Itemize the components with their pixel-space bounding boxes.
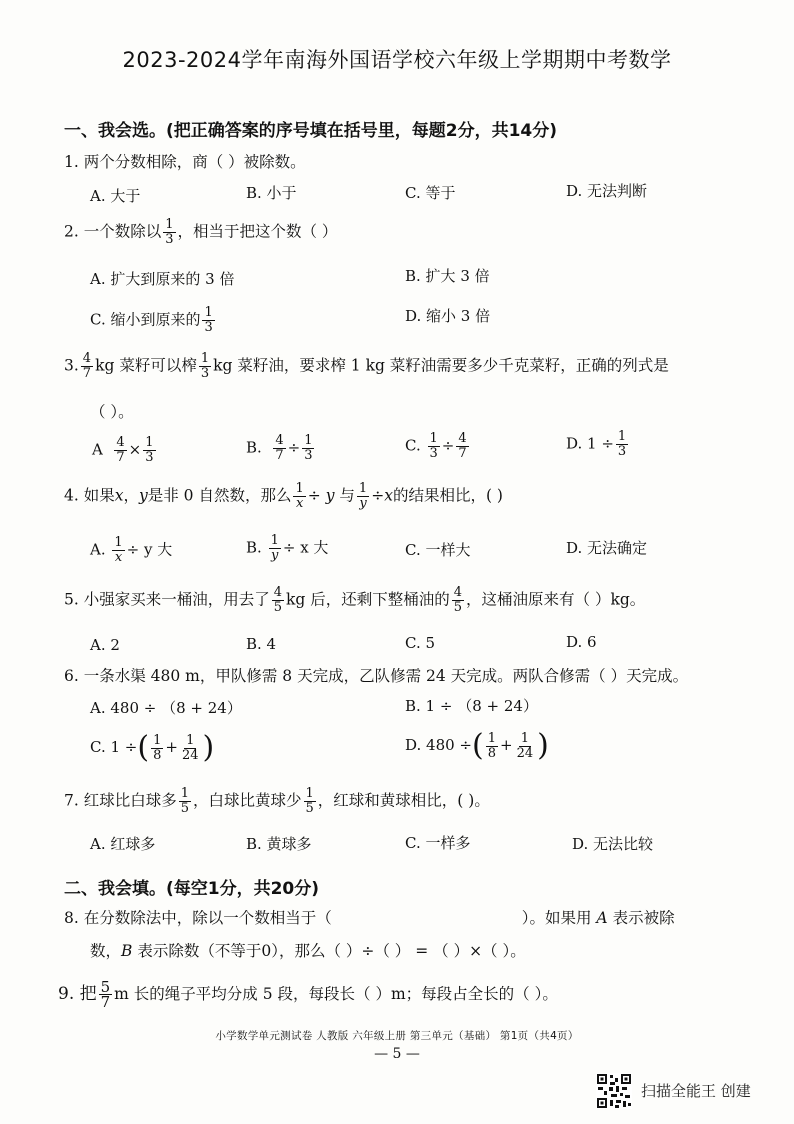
fraction: $\frac{1}{3}$: [200, 351, 210, 381]
fraction: $\frac{4}{7}$: [82, 351, 92, 381]
q7-option-a: A. 红球多: [90, 835, 156, 853]
question-6-text: 6. 一条水渠 480 m，甲队修需 8 天完成，乙队修需 24 天完成。两队合修需（ ）天完成。: [64, 667, 689, 685]
fraction: $\frac{4}{5}$: [273, 585, 282, 615]
q3-option-a: A $\frac{4}{7}$ × $\frac{1}{3}$: [92, 435, 154, 465]
question-2-text: 2. 一个数除以 $\frac{1}{3}$ ，相当于把这个数（ ）: [64, 217, 338, 247]
fraction: $\frac{1}{y}$: [358, 481, 368, 511]
scanner-watermark: 扫描全能王 创建: [641, 1082, 751, 1100]
q3-option-d: D. 1 ÷ $\frac{1}{3}$: [566, 429, 627, 459]
q2-option-d: D. 缩小 3 倍: [405, 307, 491, 325]
fraction: $\frac{4}{7}$: [458, 431, 467, 461]
fraction: $\frac{1}{3}$: [304, 433, 313, 463]
q5-option-c: C. 5: [405, 634, 436, 652]
question-3-text: 3. $\frac{4}{7}$ kg 菜籽可以榨 $\frac{1}{3}$ kg 菜籽油，要求榨 1 kg 菜籽油需要多少千克菜籽，正确的列式是: [64, 351, 669, 381]
question-1-text: 1. 两个分数相除，商（ ）被除数。: [64, 153, 306, 171]
q5-option-a: A. 2: [90, 636, 120, 654]
question-9-text: 9. 把 $\frac{5}{7}$ m 长的绳子平均分成 5 段，每段长（ ）m；每段占全长的（ ）。: [58, 978, 558, 1011]
q4-option-b: B. $\frac{1}{y}$ ÷ x 大: [246, 533, 329, 563]
question-7-text: 7. 红球比白球多 $\frac{1}{5}$ ，白球比黄球少 $\frac{1}{5}$ ，红球和黄球相比，( )。: [64, 786, 490, 816]
fraction: $\frac{4}{5}$: [453, 585, 463, 615]
fraction: $\frac{4}{7}$: [116, 435, 125, 465]
q1-option-d: D. 无法判断: [566, 182, 648, 200]
q2-option-b: B. 扩大 3 倍: [405, 267, 490, 285]
q4-option-c: C. 一样大: [405, 541, 471, 559]
fraction: $\frac{1}{3}$: [617, 429, 627, 459]
q7-option-b: B. 黄球多: [246, 835, 312, 853]
q2-option-a: A. 扩大到原来的 3 倍: [90, 270, 235, 288]
fraction: $\frac{1}{8}$: [487, 730, 496, 761]
section-1-heading: 一、我会选。(把正确答案的序号填在括号里，每题2分，共14分): [64, 121, 558, 141]
q4-option-d: D. 无法确定: [566, 539, 648, 557]
q5-option-b: B. 4: [246, 635, 277, 653]
q3-option-c: C. $\frac{1}{3}$ ÷ $\frac{4}{7}$: [405, 431, 467, 461]
q6-option-b: B. 1 ÷ （8 + 24）: [405, 697, 538, 715]
fraction: $\frac{1}{5}$: [180, 786, 189, 816]
section-2-heading: 二、我会填。(每空1分，共20分): [64, 879, 320, 899]
question-8-line-2: 数，B 表示除数（不等于0），那么（ ）÷（ ） = （ ）×（ ）。: [90, 942, 526, 960]
q6-option-c: C. 1 ÷( $\frac{1}{8}$ + $\frac{1}{24}$ ): [90, 730, 215, 765]
q6-option-d: D. 480 ÷( $\frac{1}{8}$ + $\frac{1}{24}$ ): [405, 728, 549, 763]
q5-option-d: D. 6: [566, 633, 597, 651]
fraction: $\frac{5}{7}$: [100, 978, 111, 1011]
page-number: — 5 —: [374, 1046, 420, 1062]
fraction: $\frac{1}{24}$: [181, 732, 199, 763]
fraction: $\frac{1}{5}$: [305, 786, 314, 816]
fraction: $\frac{1}{x}$: [114, 535, 123, 565]
q1-option-b: B. 小于: [246, 184, 297, 202]
q3-option-b: B. $\frac{4}{7}$ ÷ $\frac{1}{3}$: [246, 433, 313, 463]
fraction: $\frac{4}{7}$: [275, 433, 284, 463]
question-5-text: 5. 小强家买来一桶油，用去了 $\frac{4}{5}$ kg 后，还剩下整桶油的 $\frac{4}{5}$ ，这桶油原来有（ ）kg。: [64, 585, 646, 615]
q7-option-d: D. 无法比较: [572, 835, 654, 853]
fraction: $\frac{1}{8}$: [153, 732, 162, 763]
q1-option-c: C. 等于: [405, 184, 456, 202]
page-title: 2023-2024学年南海外国语学校六年级上学期期中考数学: [122, 48, 672, 72]
fraction: $\frac{1}{24}$: [516, 730, 534, 761]
fraction: $\frac{1}{3}$: [204, 305, 213, 335]
question-8-line-1: 8. 在分数除法中，除以一个数相当于（ ）。如果用 A 表示被除: [64, 909, 675, 927]
q6-option-a: A. 480 ÷ （8 + 24）: [90, 699, 242, 717]
fraction: $\frac{1}{3}$: [429, 431, 438, 461]
q2-option-c: C. 缩小到原来的 $\frac{1}{3}$: [90, 305, 213, 335]
fraction: $\frac{1}{3}$: [145, 435, 154, 465]
fraction: $\frac{1}{3}$: [165, 217, 174, 247]
q1-option-a: A. 大于: [90, 187, 141, 205]
qr-code-icon: [596, 1073, 632, 1109]
page-footer: 小学数学单元测试卷 人教版 六年级上册 第三单元（基础） 第1页（共4页）: [215, 1030, 579, 1042]
q4-option-a: A. $\frac{1}{x}$ ÷ y 大: [90, 535, 173, 565]
question-3-line-2: （ ）。: [90, 403, 134, 421]
question-4-text: 4. 如果x，y是非 0 自然数，那么 $\frac{1}{x}$ ÷ y 与 $\frac{1}{y}$ ÷x的结果相比，( ): [64, 481, 503, 511]
fraction: $\frac{1}{y}$: [270, 533, 279, 563]
q7-option-c: C. 一样多: [405, 834, 471, 852]
fraction: $\frac{1}{x}$: [295, 481, 304, 511]
